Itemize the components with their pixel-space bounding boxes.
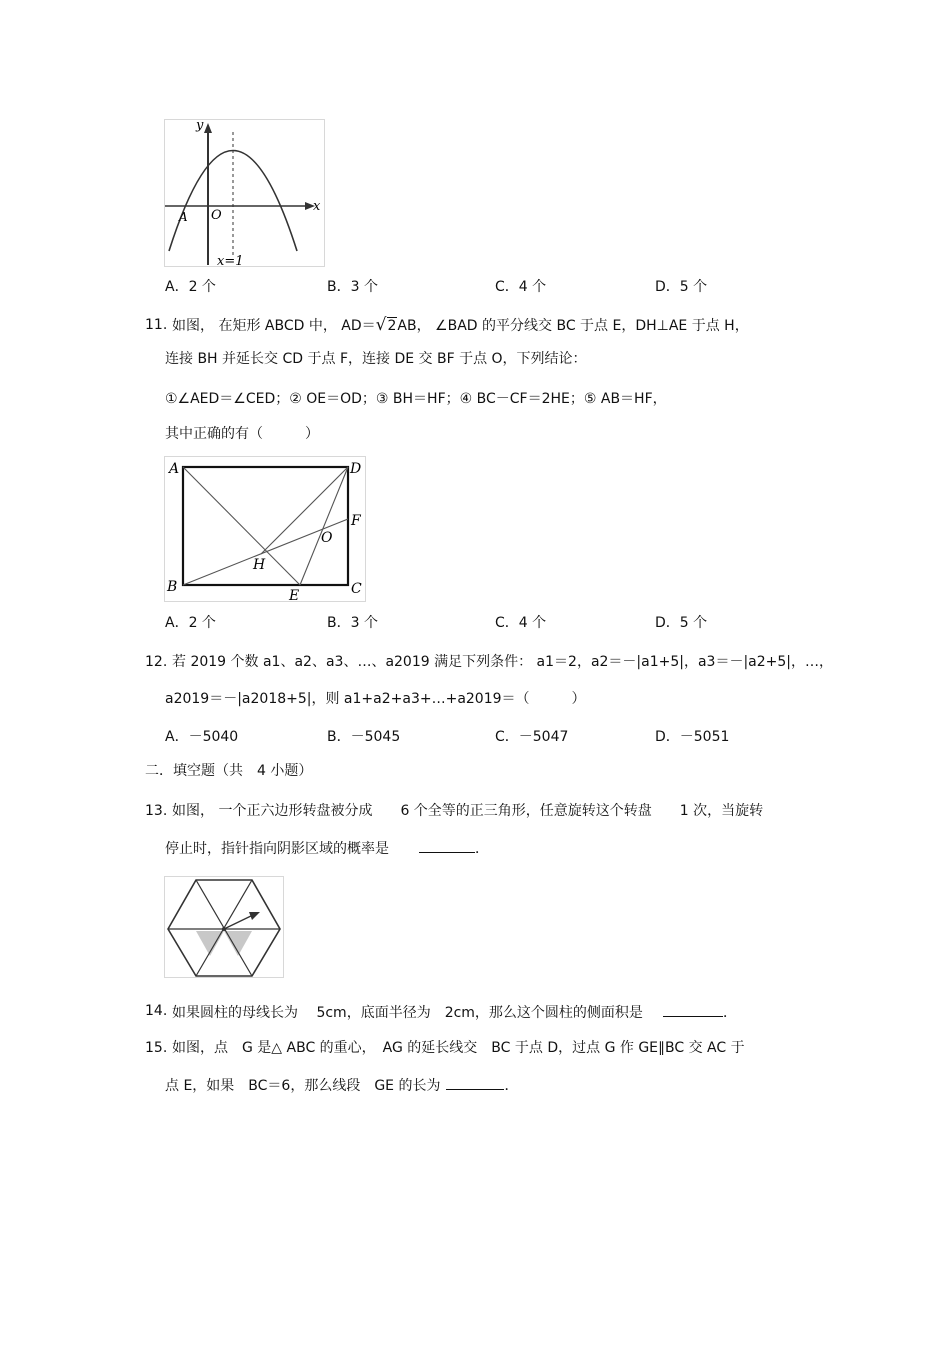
q14-end: ． [722,1005,737,1021]
q14-line [172,1002,737,1022]
q12-number: 12. [145,654,168,670]
parabola-graph [165,120,324,266]
section-heading: 二．填空题（共 4 小题） [145,763,313,779]
q14-answer-blank[interactable] [663,1002,723,1017]
q13-end: ． [475,841,489,857]
q11-line2: 连接 BH 并延长交 CD 于点 F，连接 DE 交 BF 于点 O，下列结论： [165,351,587,367]
rectangle-figure [164,456,366,602]
q12-option-a: A．－5040 [165,729,239,745]
q12-option-d: D．－5051 [655,729,730,745]
q11-sqrt-radicand: 2 [387,318,397,334]
q15-end: ． [504,1078,519,1094]
q11-line1-a: 如图， 在矩形 ABCD 中， AD＝ [172,318,376,334]
rectangle-diagram [165,457,365,601]
q11-number: 11. [145,317,168,333]
label-A: A [169,461,180,477]
spinner-pointer [224,915,253,929]
q11-line1-b: AB， ∠BAD 的平分线交 BC 于点 E，DH⊥AE 于点 H， [397,318,749,334]
q12-option-b: B．－5045 [327,729,401,745]
q11-option-c: C．4 个 [495,615,547,631]
q13-line1: 如图， 一个正六边形转盘被分成 6 个全等的正三角形，任意旋转这个转盘 1 次，当旋转 [172,803,764,819]
q15-number: 15. [145,1040,168,1056]
hexagon-figure [164,876,284,978]
q13-number: 13. [145,803,168,819]
q13-answer-blank[interactable] [419,838,475,853]
q11-option-d: D．5 个 [655,615,708,631]
q11-line1 [172,316,749,335]
label-A: A [179,210,188,224]
label-D: D [350,461,362,477]
parabola-figure [164,119,325,267]
q10-option-d: D．5 个 [655,279,708,295]
label-O: O [211,208,222,223]
label-x: x [313,199,321,214]
q11-option-a: A．2 个 [165,615,216,631]
rect-ABCD [183,467,348,585]
spinner-center [222,927,226,931]
label-C: C [351,581,362,597]
q11-option-b: B．3 个 [327,615,378,631]
q14-text: 如果圆柱的母线长为 5cm，底面半径为 2cm，那么这个圆柱的侧面积是 [172,1005,643,1021]
q12-line1: 若 2019 个数 a1、a2、a3、…、a2019 满足下列条件： a1＝2，a2＝－|a1+5|，a3＝－|a2+5|，…， [172,654,834,670]
q11-line4: 其中正确的有（ ） [165,426,319,442]
q15-line2-text: 点 E，如果 BC＝6，那么线段 GE 的长为 [165,1078,441,1094]
q14-number: 14. [145,1003,168,1019]
label-B: B [167,579,178,595]
segment-DE [300,467,348,585]
segment-AE [183,467,300,585]
segment-DH [261,467,348,554]
q15-line2 [165,1075,518,1095]
q15-line1: 如图，点 G 是△ ABC 的重心， AG 的延长线交 BC 于点 D，过点 G 作 GE∥BC 交 AC 于 [172,1040,745,1056]
q15-answer-blank[interactable] [446,1075,504,1090]
pointer-arrowhead [249,912,260,920]
q10-option-b: B．3 个 [327,279,378,295]
q13-line2 [165,838,489,858]
q12-option-c: C．－5047 [495,729,569,745]
label-y: y [196,120,204,133]
q11-line3: ①∠AED＝∠CED；② OE＝OD；③ BH＝HF；④ BC－CF＝2HE；⑤ AB＝HF， [165,391,667,407]
q13-line2-text: 停止时，指针指向阴影区域的概率是 [165,841,389,857]
label-E: E [289,588,300,601]
q10-option-a: A．2 个 [165,279,216,295]
y-axis-arrow [204,123,212,133]
label-O: O [321,530,333,546]
hexagon-spinner [165,877,283,977]
label-F: F [351,513,361,529]
label-H: H [253,557,266,573]
label-axis-eq: x=1 [217,254,244,266]
sqrt-symbol: √ [375,315,387,335]
q10-option-c: C．4 个 [495,279,547,295]
q12-line2: a2019＝－|a2018+5|，则 a1+a2+a3+…+a2019＝（ ） [165,691,586,707]
